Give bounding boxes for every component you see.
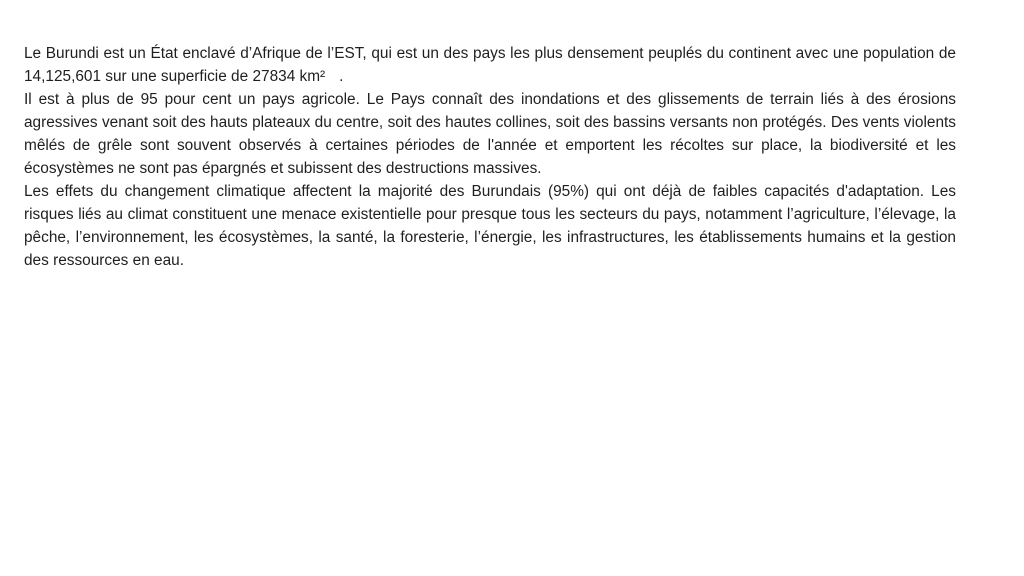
paragraph-burundi-intro (24, 42, 956, 88)
text-body (24, 42, 956, 272)
paragraph-agriculture: Il est à plus de 95 pour cent un pays agricole. Le Pays connaît des inondations et des glissements de terrain liés à des érosions agressives venant soit des hauts plateaux du centre, soit des hautes collines, soit des bassins versants non protégés. Des vents violents mêlés de grêle sont souvent observés à certaines périodes de l'année et emportent les récoltes sur place, la biodiversité et les écosystèmes ne sont pas épargnés et subissent des destructions massives. (24, 91, 956, 177)
paragraph-text: Le Burundi est un État enclavé d’Afrique de l’EST, qui est un des pays les plus densement peuplés du continent avec une population de 14,125,601 sur une superficie de 27834 km² (24, 45, 956, 85)
paragraph-climate-effects: Les effets du changement climatique affectent la majorité des Burundais (95%) qui ont déjà de faibles capacités d'adaptation. Les risques liés au climat constituent une menace existentielle pour presque tous les secteurs du pays, notamment l’agriculture, l’élevage, la pêche, l’environnement, les écosystèmes, la santé, la foresterie, l’énergie, les infrastructures, les établissements humains et la gestion des ressources en eau. (24, 183, 956, 269)
paragraph-tail: . (339, 68, 344, 85)
